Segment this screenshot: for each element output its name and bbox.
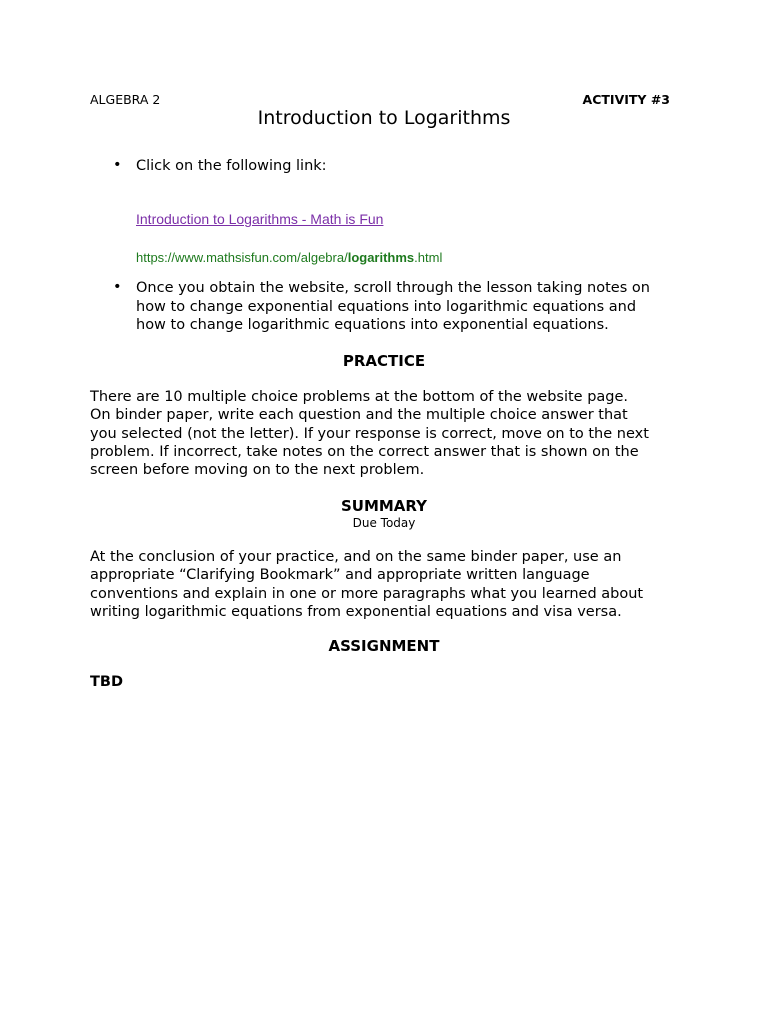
summary-heading: SUMMARY (340, 497, 428, 515)
bullet-marker: • (113, 279, 122, 295)
practice-paragraph (90, 388, 690, 479)
url-prefix: https://www.mathsisfun.com/algebra/ (136, 250, 348, 265)
paragraph-line: appropriate “Clarifying Bookmark” and appropriate written language (90, 567, 590, 584)
paragraph-line: There are 10 multiple choice problems at the bottom of the website page. (90, 389, 629, 405)
practice-heading: PRACTICE (342, 352, 426, 370)
bullet-line: how to change logarithmic equations into exponential equations. (136, 317, 609, 333)
paragraph-line: writing logarithmic equations from exponential equations and visa versa. (90, 603, 622, 620)
paragraph-line: On binder paper, write each question and the multiple choice answer that (90, 407, 628, 424)
course-label: ALGEBRA 2 (90, 92, 161, 107)
bullet-click-link: Click on the following link: (136, 158, 327, 174)
paragraph-line: conventions and explain in one or more paragraphs what you learned about (90, 585, 644, 602)
page-title: Introduction to Logarithms (257, 107, 511, 129)
paragraph-line: you selected (not the letter). If your response is correct, move on to the next (90, 425, 649, 442)
lesson-link[interactable]: Introduction to Logarithms - Math is Fun (136, 211, 384, 227)
paragraph-line: screen before moving on to the next problem. (90, 462, 425, 479)
summary-paragraph (90, 548, 690, 621)
assignment-heading: ASSIGNMENT (328, 637, 440, 655)
lesson-url[interactable] (136, 250, 442, 265)
url-bold-part: logarithms (347, 250, 415, 265)
bullet-marker: • (113, 157, 122, 173)
url-suffix: .html (414, 250, 443, 265)
summary-due-date: Due Today (352, 516, 416, 530)
bullet-line: Once you obtain the website, scroll through the lesson taking notes on (136, 280, 650, 296)
activity-label: ACTIVITY #3 (582, 92, 670, 107)
bullet-take-notes (136, 279, 696, 335)
paragraph-line: At the conclusion of your practice, and on the same binder paper, use an (90, 549, 622, 565)
paragraph-line: problem. If incorrect, take notes on the correct answer that is shown on the (90, 443, 639, 460)
assignment-text: TBD (90, 674, 123, 690)
bullet-line: how to change exponential equations into logarithmic equations and (136, 298, 637, 315)
